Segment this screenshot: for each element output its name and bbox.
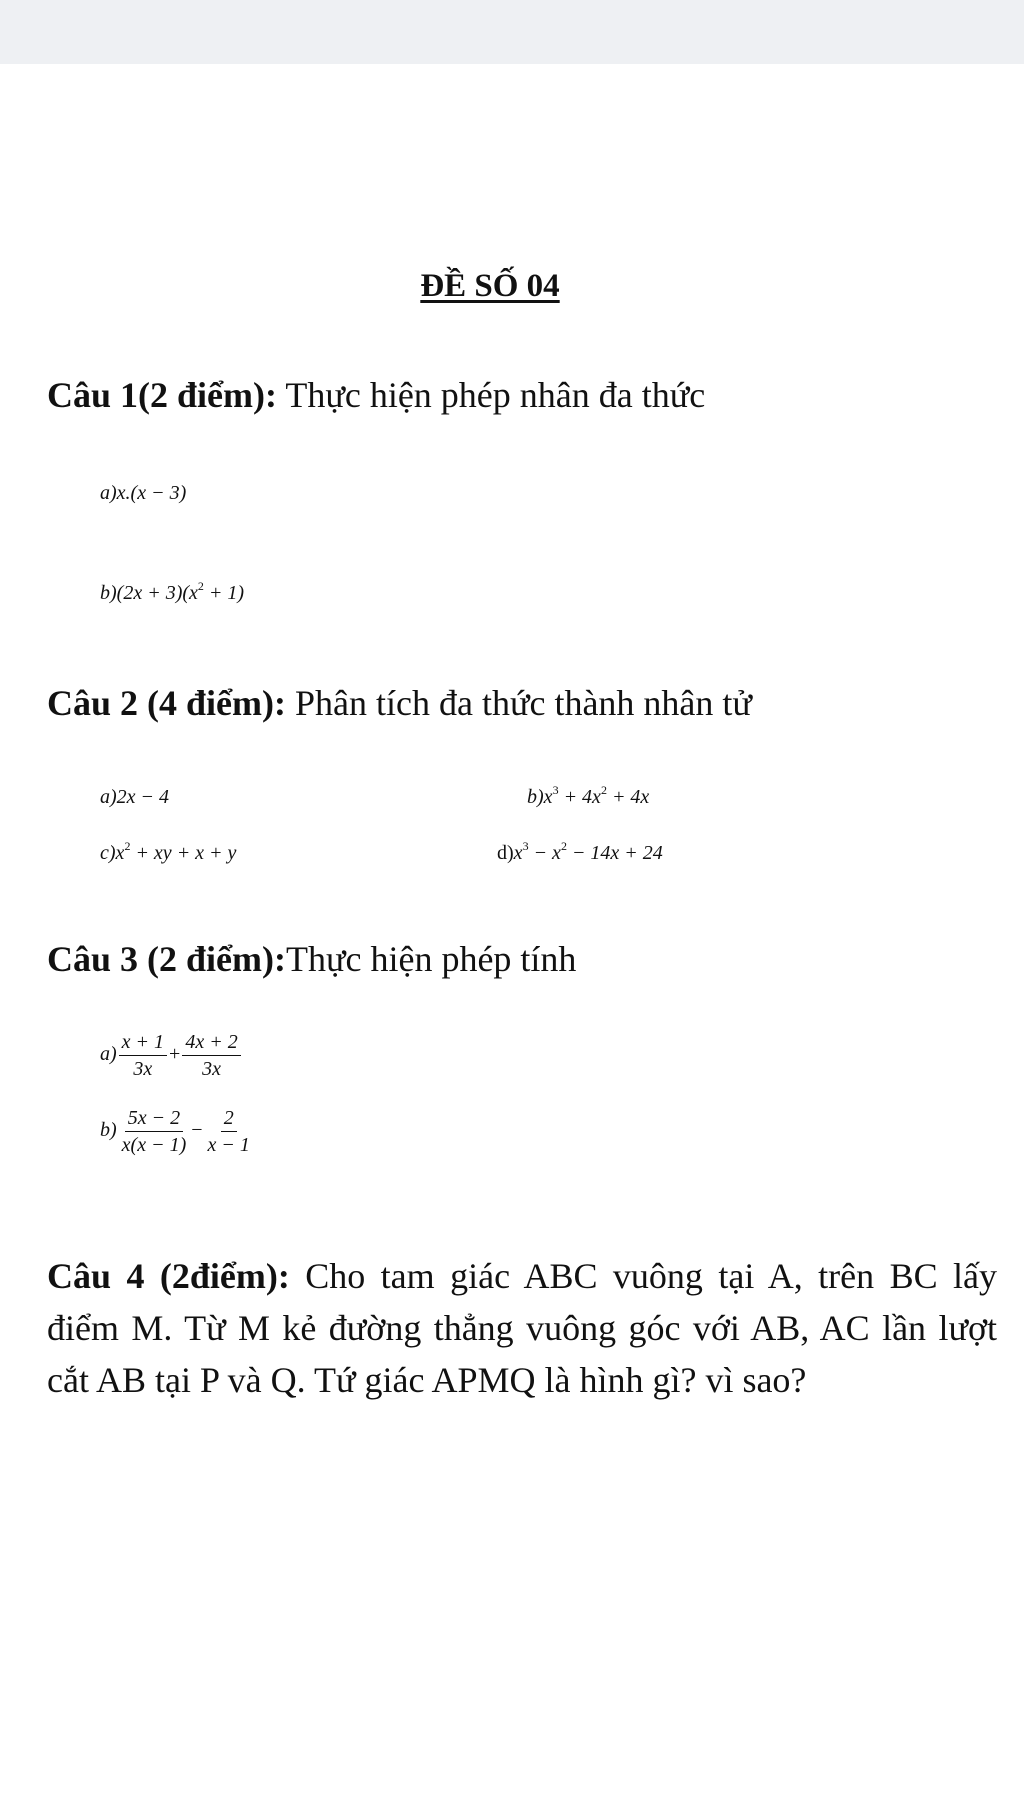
question-1b: [100, 579, 245, 605]
question-2d-prefix: d): [497, 842, 514, 864]
question-4-label: Câu 4 (2điểm):: [47, 1256, 290, 1296]
question-2-heading: [47, 682, 752, 724]
question-2d-term1: x: [513, 842, 523, 864]
question-2c-prefix: c): [100, 842, 116, 864]
question-2d: [497, 839, 663, 865]
question-2b-term1: x: [543, 786, 553, 808]
question-3a-num2: 4x + 2: [182, 1032, 240, 1056]
question-4: [47, 1250, 997, 1406]
question-3b-den2: x − 1: [207, 1134, 250, 1156]
question-2b-prefix: b): [527, 786, 544, 808]
question-1a-expr: x.(x − 3): [116, 482, 187, 504]
question-2b-term2: + 4x: [558, 786, 601, 808]
question-1-label: Câu 1(2 điểm):: [47, 375, 277, 415]
question-3b-operator: −: [191, 1119, 203, 1142]
question-2d-term3: − 14x + 24: [566, 842, 663, 864]
question-1a-prefix: a): [100, 482, 117, 504]
question-2b: [527, 783, 650, 809]
exam-title: ĐỀ SỐ 04: [420, 268, 560, 304]
question-3a-den1: 3x: [133, 1058, 153, 1080]
question-2c-exp1: 2: [124, 839, 131, 853]
question-2-label: Câu 2 (4 điểm):: [47, 683, 286, 723]
question-3-label: Câu 3 (2 điểm):: [47, 939, 286, 979]
question-3a-prefix: a): [100, 1043, 117, 1066]
question-2a-expr: 2x − 4: [116, 786, 170, 808]
question-3a: [100, 1032, 243, 1079]
question-2d-term2: − x: [528, 842, 561, 864]
question-3a-fraction-2: [182, 1032, 240, 1079]
question-3a-num1: x + 1: [119, 1032, 167, 1056]
question-3a-operator: +: [169, 1043, 181, 1066]
question-1b-exponent: 2: [197, 579, 204, 593]
question-3a-den2: 3x: [202, 1058, 221, 1080]
question-2c-term1: x: [115, 842, 125, 864]
question-1b-part1: (2x + 3)(x: [116, 582, 198, 604]
question-2d-exp1: 3: [522, 839, 529, 853]
question-3b-fraction-2: [205, 1108, 253, 1155]
question-1-heading: [47, 374, 705, 416]
question-2b-exp2: 2: [600, 783, 607, 797]
question-2c: [100, 839, 237, 865]
question-1b-prefix: b): [100, 582, 117, 604]
question-2b-exp1: 3: [552, 783, 559, 797]
question-3b-prefix: b): [100, 1119, 117, 1142]
question-1a: [100, 482, 186, 505]
question-3b-den1: x(x − 1): [121, 1134, 187, 1156]
question-2a: [100, 786, 169, 809]
question-2d-exp2: 2: [560, 839, 567, 853]
question-2b-term3: + 4x: [606, 786, 650, 808]
question-4-text: Cho tam giác ABC vuông tại A, trên BC lấy điểm M. Từ M kẻ đường thẳng vuông góc với AB, AC lần lượt cắt AB tại P và Q. Tứ giác APMQ là hình gì? vì sao?: [47, 1256, 997, 1400]
top-bar: [0, 0, 1024, 64]
question-1-text: Thực hiện phép nhân đa thức: [276, 375, 706, 415]
question-3a-fraction-1: [119, 1032, 167, 1079]
question-2-text: Phân tích đa thức thành nhân tử: [285, 683, 752, 723]
question-3b-fraction-1: [119, 1108, 190, 1155]
question-3b-num1: 5x − 2: [125, 1108, 183, 1132]
question-1b-part2: + 1): [203, 582, 245, 604]
question-3b-num2: 2: [221, 1108, 237, 1132]
question-3-heading: [47, 938, 576, 980]
question-3-text: Thực hiện phép tính: [285, 939, 577, 979]
question-2a-prefix: a): [100, 786, 117, 808]
question-3b: [100, 1108, 255, 1155]
question-2c-term2: + xy + x + y: [130, 842, 237, 864]
